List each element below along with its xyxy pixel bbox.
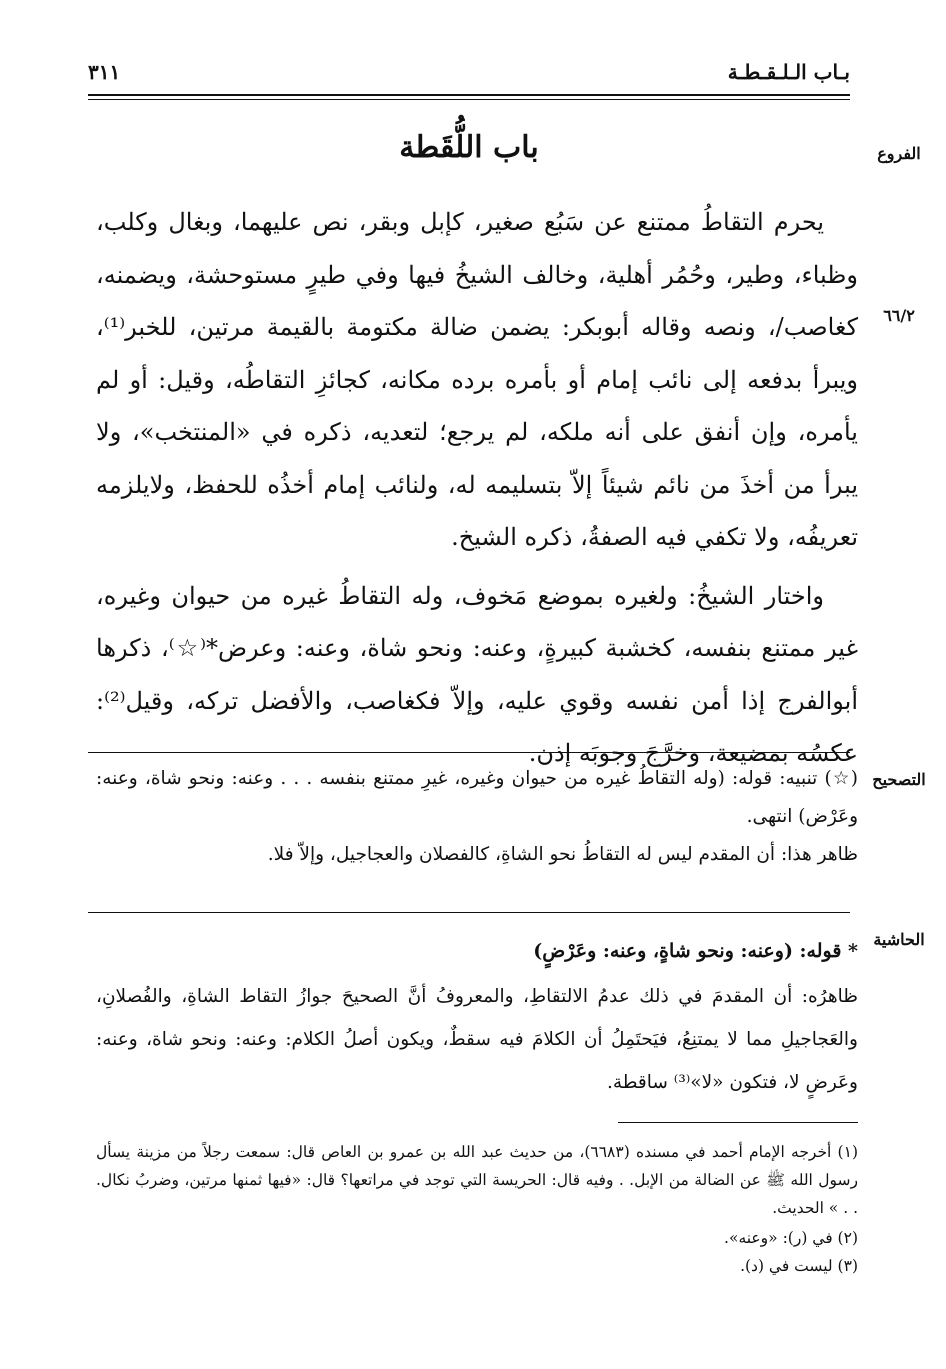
footnotes (96, 1138, 858, 1280)
main-text (96, 196, 858, 780)
chapter-title: باب اللُّقَطة (399, 130, 539, 165)
header-rule-thin (88, 99, 850, 100)
hashiya-heading: * قوله: (وعنه: ونحو شاةٍ، وعنه: وعَرْضٍ) (533, 940, 858, 962)
footnote-2: (٢) في (ر): «وعنه». (724, 1229, 858, 1247)
footnote-3: (٣) ليست في (د). (740, 1257, 858, 1275)
hashiya-separator (88, 912, 850, 913)
margin-label-hashiya: الحاشية (873, 930, 925, 949)
running-title: بـاب الـلـقـطـة (727, 60, 850, 84)
margin-label-tashih: التصحيح (872, 770, 926, 789)
page-number: ٣١١ (88, 60, 121, 84)
footnote-rule (618, 1122, 858, 1123)
tashih-separator (88, 752, 850, 753)
header-rule (88, 94, 850, 96)
margin-volume-page-ref: ٦٦/٢ (883, 306, 915, 325)
main-paragraph-1: يحرم التقاطُ ممتنع عن سَبُع صغير، كإبل وبقر، نص عليهما، وبغال وكلب، وظباء، وطير، وحُمُر أهلية، وخالف الشيخُ فيها وفي طيرٍ مستوحشة، ويضمنه، كغاصب/، ونصه وقاله أبوبكر: يضمن ضالة مكتومة بالقيمة مرتين، للخبر⁽¹⁾، ويبرأ بدفعه إلى نائب إمام أو بأمره برده مكانه، كجائزِ التقاطُه، وقيل: أو لم يأمره، وإن أنفق على أنه ملكه، لم يرجع؛ لتعديه، ذكره في «المنتخب»، ولا يبرأ من أخذَ من نائم شيئاً إلاّ بتسليمه له، ولنائب إمام أخذُه للحفظ، ولايلزمه تعريفُه، ولا تكفي فيه الصفةُ، ذكره الشيخ. (96, 208, 859, 551)
hashiya-section (96, 930, 858, 1104)
running-header (88, 60, 850, 94)
tashih-explanation: ظاهر هذا: أن المقدم ليس له التقاطُ نحو الشاةِ، كالفصلان والعجاجيل، وإلاّ فلا. (267, 844, 858, 865)
footnote-1: (١) أخرجه الإمام أحمد في مسنده (٦٦٨٣)، من حديث عبد الله بن عمرو بن العاص قال: سمعت رجلاً من مزينة يسأل رسول الله ﷺ عن الضالة من الإبل. . وفيه قال: الحريسة التي توجد في مراتعها؟ قال: «فيها ثمنها مرتين، وضربُ نكال. . . » الحديث. (96, 1143, 858, 1217)
hashiya-text: ظاهرُه: أن المقدمَ في ذلك عدمُ الالتقاطِ، والمعروفُ أنَّ الصحيحَ جوازُ التقاط الشاةِ، والفُصلانِ، والعَجاجيلِ مما لا يمتنِعُ، فيَحتَمِلُ أن الكلامَ فيه سقطٌ، ويكون أصلُ الكلام: وعنه: ونحو شاة، وعنه: وعَرضٍ لا، فتكون «لا»⁽³⁾ ساقطة. (96, 986, 858, 1093)
tashih-section (96, 760, 858, 874)
margin-label-furu: الفروع (877, 144, 921, 163)
main-paragraph-2: واختار الشيخُ: ولغيره بموضع مَخوف، وله التقاطُ غيره من حيوان وغيره، غير ممتنع بنفسه، كخشبة كبيرةٍ، وعنه: ونحو شاة، وعنه: وعرض*⁽☆⁾، ذكرها أبوالفرج إذا أمن نفسه وقوي عليه، وإلاّ فكغاصب، والأفضل تركه، وقيل⁽²⁾: عكسُه بمضيعة، وخرَّجَ وجوبَه إذن. (96, 581, 858, 767)
tashih-note: (☆) تنبيه: قوله: (وله التقاطُ غيره من حيوان وغيره، غيرِ ممتنع بنفسه . . . وعنه: ونحو شاة، وعنه: وعَرْض) انتهى. (96, 768, 858, 827)
